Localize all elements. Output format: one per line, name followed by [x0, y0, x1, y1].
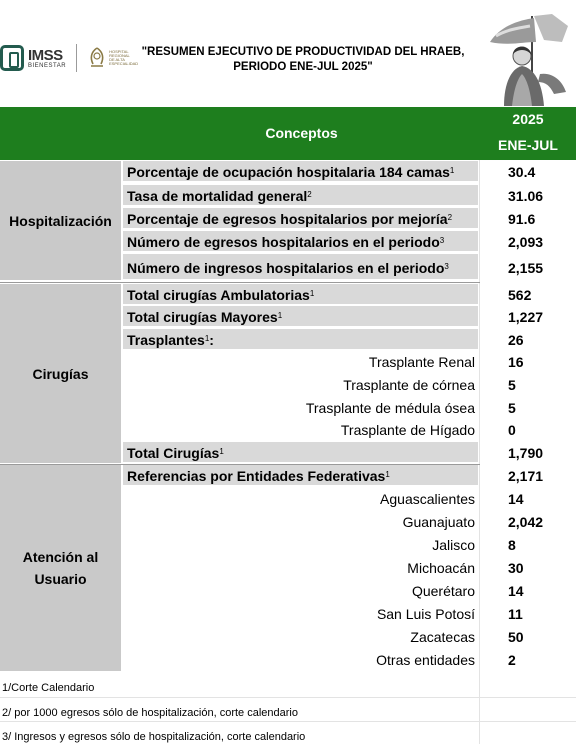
row-label-text: Otras entidades: [376, 652, 475, 668]
page-title: [125, 45, 481, 75]
row-value: 2: [508, 652, 516, 668]
row-label-text: Zacatecas: [410, 629, 475, 645]
row-label-text: Número de ingresos hospitalarios en el periodo: [127, 260, 445, 276]
group-label: Cirugías: [0, 284, 121, 463]
table-row: [123, 626, 478, 647]
row-label: [407, 557, 475, 578]
table-row: [123, 442, 478, 463]
row-label: [127, 284, 314, 305]
row-label-text: Número de egresos hospitalarios en el periodo: [127, 234, 440, 250]
table-row: [123, 284, 478, 305]
title-line-2: PERIODO ENE-JUL 2025": [233, 61, 373, 73]
row-label-text: Trasplantes: [127, 332, 205, 348]
row-label-text: Michoacán: [407, 560, 475, 576]
row-label: [377, 603, 475, 624]
table-row: [123, 231, 478, 252]
report-header: [0, 0, 576, 107]
row-label-text: Jalisco: [432, 537, 475, 553]
table-row: [123, 511, 478, 532]
row-value: 5: [508, 377, 516, 393]
row-value: 562: [508, 287, 532, 303]
row-label: [432, 534, 475, 555]
table-row: [123, 603, 478, 624]
row-label-text: Trasplante de córnea: [343, 377, 475, 393]
footnote-ref: 1: [204, 334, 210, 343]
row-label-text: Total cirugías Ambulatorias: [127, 287, 310, 303]
emblem-caption: HOSPITAL REGIONAL DE ALTA ESPECIALIDAD: [109, 49, 139, 66]
table-row: [123, 465, 478, 486]
footnote-ref: 1: [277, 311, 283, 320]
logo-separator: [76, 44, 77, 72]
footnote-ref: 1: [385, 470, 390, 479]
row-label: [127, 442, 224, 463]
row-label-text: Total cirugías Mayores: [127, 309, 278, 325]
row-value: 8: [508, 537, 516, 553]
row-label-text: San Luis Potosí: [376, 606, 475, 622]
table-row: [123, 329, 478, 350]
row-label-text: Aguascalientes: [380, 491, 475, 507]
year-header: 2025: [512, 111, 544, 127]
table-row: [123, 254, 478, 280]
table-row: [123, 161, 478, 182]
row-label-text: Porcentaje de ocupación hospitalaria 184 camas: [127, 164, 450, 180]
logo-name: IMSS: [28, 46, 63, 64]
row-value: 1,227: [508, 309, 544, 325]
group-label: Atención al Usuario: [0, 465, 121, 671]
row-label-text: Trasplante de médula ósea: [305, 400, 475, 416]
row-label: [127, 306, 282, 327]
row-label-text: Total Cirugías: [127, 445, 220, 461]
period-header: ENE-JUL: [498, 137, 558, 153]
row-value: 91.6: [508, 211, 536, 227]
row-value: 30.4: [508, 164, 536, 180]
row-value: 14: [508, 583, 524, 599]
table-row: [123, 374, 478, 395]
row-value: 2,093: [508, 234, 544, 250]
row-value: 50: [508, 629, 524, 645]
concepts-header: Conceptos: [265, 125, 338, 141]
row-label-text: Tasa de mortalidad general: [127, 188, 308, 204]
table-row: [123, 306, 478, 327]
group-divider: [0, 464, 480, 465]
footnote-ref: 2: [307, 190, 312, 199]
footnote-ref: 1: [449, 166, 455, 175]
row-label-text: Trasplante Renal: [368, 354, 475, 370]
row-value: 30: [508, 560, 524, 576]
row-value: 11: [508, 606, 523, 622]
footnote-1: 1/Corte Calendario: [2, 682, 95, 694]
footnote-ref: 3: [444, 262, 449, 271]
row-label: [127, 231, 444, 252]
row-label-text: Trasplante de Hígado: [340, 422, 475, 438]
row-label-text: Querétaro: [411, 583, 475, 599]
row-value: 5: [508, 400, 516, 416]
row-value: 16: [508, 354, 524, 370]
row-label: [127, 208, 452, 229]
row-label: [341, 419, 475, 440]
table-row: [123, 351, 478, 372]
table-row: [123, 649, 478, 670]
row-value: 14: [508, 491, 524, 507]
table-row: [123, 580, 478, 601]
table-row: [123, 208, 478, 229]
footnote-ref: 2: [447, 213, 453, 222]
hospital-emblem-icon: [85, 46, 109, 70]
row-label: [306, 397, 475, 418]
footnote-ref: 1: [219, 447, 224, 456]
row-label-text: Referencias por Entidades Federativas: [127, 468, 386, 484]
row-label: [412, 580, 475, 601]
table-header: [0, 107, 576, 160]
row-label: [127, 185, 312, 206]
row-label: [410, 626, 475, 647]
row-label-text: Guanajuato: [402, 514, 475, 530]
imss-logo-icon: [0, 45, 24, 71]
imss-bienestar-logo: [0, 44, 139, 72]
footnote-ref: 3: [439, 236, 445, 245]
table-row: [123, 419, 478, 440]
row-value: 2,155: [508, 260, 544, 276]
row-label: [127, 465, 390, 486]
logo-subtitle: BIENESTAR: [28, 62, 67, 69]
label-suffix: :: [209, 332, 214, 348]
table-row: [123, 185, 478, 206]
table-row: [123, 397, 478, 418]
group-label: Hospitalización: [0, 161, 121, 280]
row-label: [369, 351, 475, 372]
row-value: 2,042: [508, 514, 544, 530]
row-label: [127, 329, 214, 350]
row-label: [403, 511, 475, 532]
row-value: 26: [508, 332, 524, 348]
row-label: [343, 374, 475, 395]
title-line-1: "RESUMEN EJECUTIVO DE PRODUCTIVIDAD DEL HRAEB,: [141, 46, 465, 58]
footnote-ref: 1: [309, 289, 315, 298]
row-value: 0: [508, 422, 516, 438]
footnote-3: 3/ Ingresos y egresos sólo de hospitalización, corte calendario: [2, 731, 306, 743]
row-value: 31.06: [508, 188, 544, 204]
table-row: [123, 534, 478, 555]
row-label: [376, 649, 475, 670]
table-row: [123, 557, 478, 578]
row-label: [127, 257, 449, 278]
group-divider: [0, 282, 480, 283]
heroine-flag-illustration: [482, 12, 572, 106]
footnote-2: 2/ por 1000 egresos sólo de hospitalización, corte calendario: [2, 707, 298, 719]
row-label: [380, 488, 475, 509]
row-value: 2,171: [508, 468, 544, 484]
row-label-text: Porcentaje de egresos hospitalarios por mejoría: [127, 211, 448, 227]
row-value: 1,790: [508, 445, 544, 461]
row-label: [127, 161, 454, 182]
table-row: [123, 488, 478, 509]
